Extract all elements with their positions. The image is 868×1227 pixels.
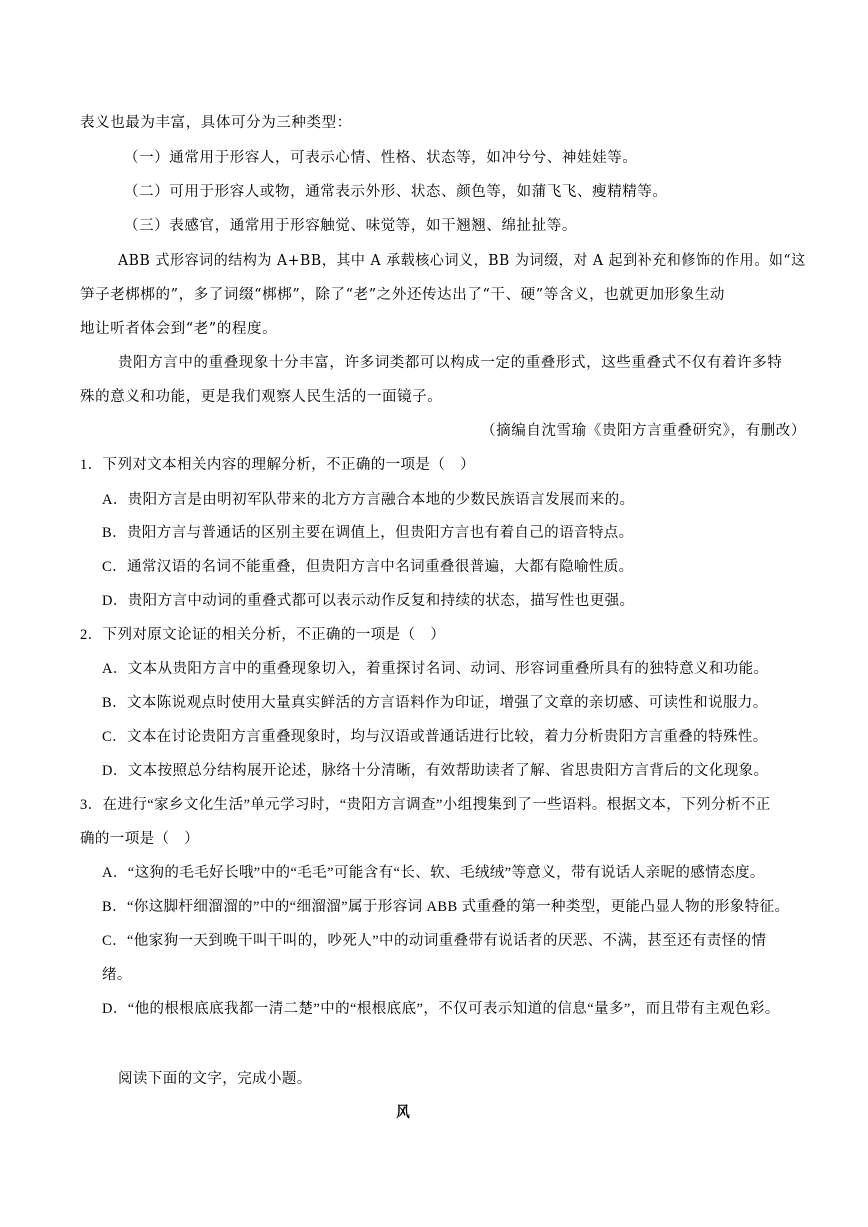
question-2-stem: 2．下列对原文论证的相关分析，不正确的一项是（ ） — [80, 627, 446, 643]
question-3-option-a: A．“这狗的毛毛好长哦”中的“毛毛”可能含有“长、软、毛绒绒”等意义，带有说话人亲昵的感情态度。 — [102, 865, 765, 881]
passage-line: 表义也最为丰富，具体可分为三种类型： — [80, 115, 352, 131]
question-1-option-c: C．通常汉语的名词不能重叠，但贵阳方言中名词重叠很普遍，大都有隐喻性质。 — [102, 559, 634, 575]
source-citation: （摘编自沈雪瑜《贵阳方言重叠研究》，有删改） — [481, 423, 806, 439]
abb-paragraph-line2: 笋子老梆梆的”，多了词缀“梆梆”，除了“老”之外还传达出了“干、硬”等含义，也就更加形象生动 — [80, 287, 725, 303]
question-3-option-d: D．“他的根根底底我都一清二楚”中的“根根底底”，不仅可表示知道的信息“量多”，而且带有主观色彩。 — [102, 1001, 780, 1017]
type-two: （二）可用于形容人或物，通常表示外形、状态、颜色等，如蒲飞飞、瘦精精等。 — [124, 184, 668, 200]
question-3-option-c: C．“他家狗一天到晚干叫干叫的，吵死人”中的动词重叠带有说话者的厌恶、不满，甚至还有责怪的情 — [102, 933, 767, 949]
question-3-stem-line1: 3．在进行“家乡文化生活”单元学习时，“贵阳方言调查”小组搜集到了一些语料。根据文本，下列分析不正 — [80, 797, 771, 813]
question-1-stem: 1．下列对文本相关内容的理解分析，不正确的一项是（ ） — [80, 457, 476, 473]
abb-paragraph-line3: 地让听者体会到“老”的程度。 — [80, 321, 278, 337]
abb-paragraph-line1: ABB 式形容词的结构为 A+BB，其中 A 承载核心词义，BB 为词缀，对 A 起到补充和修饰的作用。如“这 — [118, 253, 806, 269]
question-2-option-a: A．文本从贵阳方言中的重叠现象切入，着重探讨名词、动词、形容词重叠所具有的独特意义和功能。 — [102, 661, 769, 677]
question-2-option-c: C．文本在讨论贵阳方言重叠现象时，均与汉语或普通话进行比较，着力分析贵阳方言重叠的特殊性。 — [102, 729, 768, 745]
question-1-option-a: A．贵阳方言是由明初军队带来的北方方言融合本地的少数民族语言发展而来的。 — [102, 492, 635, 508]
question-3-stem-line2: 确的一项是（ ） — [80, 831, 200, 847]
conclusion-line1: 贵阳方言中的重叠现象十分丰富，许多词类都可以构成一定的重叠形式，这些重叠式不仅有着许多特 — [118, 355, 783, 371]
conclusion-line2: 殊的意义和功能，更是我们观察人民生活的一面镜子。 — [80, 389, 443, 405]
question-1-option-b: B．贵阳方言与普通话的区别主要在调值上，但贵阳方言也有着自己的语音特点。 — [102, 525, 634, 541]
question-1-option-d: D．贵阳方言中动词的重叠式都可以表示动作反复和持续的状态，描写性也更强。 — [102, 593, 635, 609]
type-one: （一）通常用于形容人，可表示心情、性格、状态等，如冲兮兮、神娃娃等。 — [124, 150, 638, 166]
question-2-option-b: B．文本陈说观点时使用大量真实鲜活的方言语料作为印证，增强了文章的亲切感、可读性和说服力。 — [102, 695, 768, 711]
question-2-option-d: D．文本按照总分结构展开论述，脉络十分清晰，有效帮助读者了解、省思贵阳方言背后的文化现象。 — [102, 763, 769, 779]
question-3-option-c-continued: 绪。 — [102, 967, 132, 983]
type-three: （三）表感官，通常用于形容触觉、味觉等，如干翘翘、绵扯扯等。 — [124, 218, 577, 234]
reading-title: 风 — [396, 1105, 411, 1121]
reading-instruction: 阅读下面的文字，完成小题。 — [118, 1071, 312, 1087]
question-3-option-b: B．“你这脚杆细溜溜的”中的“细溜溜”属于形容词 ABB 式重叠的第一种类型，更能凸显人物的形象特征。 — [102, 899, 790, 915]
